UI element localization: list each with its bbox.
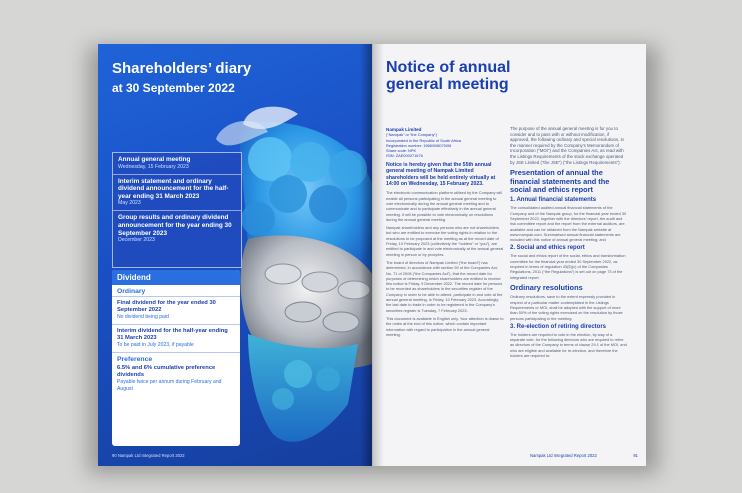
diary-item-date: May 2023 (118, 200, 141, 207)
open-report-book (98, 44, 646, 466)
ordinary-label: Ordinary (117, 288, 146, 295)
dividend-item-detail: To be paid in July 2023, if payable (117, 342, 194, 348)
notice-paragraph: The board of directors of Nampak Limited (“the board”) has determined, in accordance with section 59 of the Companies Act, No. 71 of 2008 (“the Companies Act”), that the record date for purposes of determining which shareholders are entitled to receive this notice is Friday, 9 December 2022. The record date for persons to be recorded as shareholders in the securities register of the Company in order to be able to attend, participate in and vote at the annual general meeting, is Friday, 10 February 2023. Accordingly, the last date to trade in order to be registered in the Company’s securities register is Tuesday, 7 February 2023. (386, 259, 503, 313)
diary-item (113, 211, 241, 247)
company-line: Incorporated in the Republic of South Africa (386, 137, 462, 143)
purpose-paragraph: The purpose of the annual general meeting is for you to consider and to pass with or without modification, if approved, the following ordinary and special resolutions, in the manner required by the Company’s Memorandum of Incorporation (“MOI”) and the Companies Act, as read with the Listings Requirements of the stock exchange operated by JSE Limited (“the JSE”) (“the Listings Requirements”): (510, 126, 624, 165)
preference-section (112, 352, 240, 396)
resolution-heading: 1. Annual financial statements (510, 197, 597, 204)
book-spine-fold (360, 44, 384, 466)
resolution-text: The consolidated audited annual financial statements of the Company and of the Nampak group, for the financial year ended 30 September 2022, together with the directors’ report, the audit and risk committee report and the report from the external auditors, are available and can be obtained from the Nampak website at www.nampak.com. Summarised annual financial statements are included with this notice of annual general meeting; and (510, 205, 627, 243)
diary-item-title: Interim statement and ordinary dividend announcement for the half-year ending 31 March 2023 (118, 177, 229, 200)
diary-item (113, 153, 241, 175)
presentation-heading: Presentation of annual the financial statements and the social and ethics report (510, 168, 610, 194)
dividend-box (112, 270, 240, 446)
notice-paragraph: This document is available in English only. Your attention is drawn to the notes at the end of this notice, which contain important information with regard to participation in the annual general meeting. (386, 315, 504, 337)
diary-item (113, 175, 241, 212)
dividend-item-detail: No dividend being paid (117, 314, 169, 320)
company-line: Registration number: 1968/008070/06 (386, 142, 452, 148)
diary-item-title: Group results and ordinary dividend announcement for the year ending 30 September 2023 (118, 214, 232, 237)
shareholders-diary-box (112, 152, 242, 268)
left-page-title: Shareholders’ diary (112, 60, 252, 77)
dividend-item (112, 324, 240, 352)
notice-column-1 (386, 127, 504, 340)
company-line: Share code: NPK (386, 148, 417, 154)
dividend-item (112, 296, 240, 324)
resolution-text: The social and ethics report of the social, ethics and transformation committee for the financial year ended 30 September 2022, as required in terms of regulation 43(5)(c) of the Companies Regulations, 2011 (“the Regulations”) is set out on page 73 of the integrated report. (510, 253, 626, 280)
diary-item-title: Annual general meeting (118, 156, 191, 163)
resolution-heading: 2. Social and ethics report (510, 245, 585, 252)
right-page-number: 91 (633, 453, 638, 458)
resolution-text: The holders are required to vote in the election, by way of a separate vote, for the following directors who are required to retire as directors of the Company in terms of clause 29.1 of the MOI, and who are eligible and available for re-election, and therefore the holders are required to: (510, 331, 627, 359)
notice-paragraph: Nampak shareholders and any persons who are not shareholders but who are entitled to exercise the voting rights in relation to the resolutions to be proposed at the meeting as at the record date of Friday, 10 February 2023 (collectively the “holders” or “you”), are entitled to participate in and vote electronically at the annual general meeting in person or by proxy/ies. (386, 225, 504, 257)
right-page-footer: Nampak Ltd Integrated Report 2022 (530, 453, 597, 458)
notice-paragraph: The electronic communication platform utilised by the Company will enable all persons participating in the annual general meeting to vote electronically during the annual general meeting and to communicate and to participate effectively in the annual general meeting. It will be possible to vote electronically on resolutions during the annual general meeting. (386, 190, 502, 222)
preference-label: Preference (117, 356, 153, 363)
left-page-footer: 90 Nampak Ltd Integrated Report 2022 (112, 453, 185, 458)
right-page (372, 44, 646, 466)
right-page-title: Notice of annual general meeting (386, 59, 511, 93)
dividend-heading: Dividend (112, 270, 240, 285)
resolution-heading: 3. Re-election of retiring directors (510, 323, 607, 330)
preference-title: 6.5% and 6% cumulative preference dividends (117, 365, 216, 378)
company-name: Nampak Limited (386, 127, 422, 132)
dividend-item-title: Final dividend for the year ended 30 September 2022 (117, 300, 216, 313)
diary-item-date: Wednesday, 15 February 2023 (118, 163, 189, 170)
preference-detail: Payable twice per annum during February and August (117, 379, 222, 392)
company-line: ISIN: ZAE000071676 (386, 153, 423, 159)
resolution-text: Ordinary resolutions, save to the extent expressly provided in respect of a particular matter contemplated in the Listings Requirements or MOI, shall be adopted with the support of more than 50% of the voting rights exercised on the resolution by those persons participating in the meeting. (510, 294, 623, 321)
left-page (98, 44, 372, 466)
notice-column-2 (510, 126, 628, 361)
resolution-heading: Ordinary resolutions (510, 282, 583, 292)
dividend-item-title: Interim dividend for the half-year ending 31 March 2023 (117, 328, 228, 341)
company-line: (“Nampak” or “the Company”) (386, 132, 438, 138)
left-page-subtitle: at 30 September 2022 (112, 81, 235, 95)
diary-item-date: December 2023 (118, 237, 155, 244)
notice-highlight: Notice is hereby given that the 55th annual general meeting of Nampak Limited shareholders will be held entirely virtually at 14:00 on Wednesday, 15 February 2023. (386, 161, 496, 187)
